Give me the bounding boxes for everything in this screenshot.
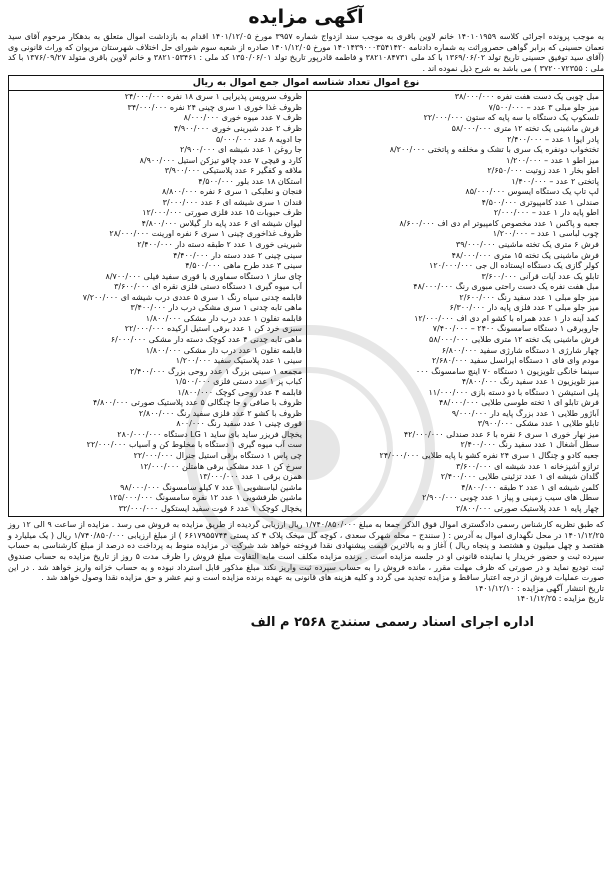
asset-item: چهار پایه ۱ عدد پلاستیک صورتی ۲/۸۰۰/۰۰۰ [455, 503, 599, 513]
asset-item: سینی ۳ عدد طرح ماهی ۴/۵۰۰/۰۰۰ [185, 261, 302, 271]
asset-item: فرش ماشینی یک تخته ۱۵ متری ۴۸/۰۰۰/۰۰۰ [451, 250, 599, 260]
asset-item: مودم وای فای ۱ دستگاه ایرانسل سفید ۲/۶۸۰/۰۰۰ [432, 356, 599, 366]
assets-table [8, 75, 604, 517]
asset-item: همزن برقی ۱ عدد ۱۳/۰۰۰/۰۰۰ [198, 472, 302, 482]
asset-item: میز جلو مبلی ۳ عدد – ۷/۵۰۰/۰۰۰ [488, 102, 599, 112]
issuer-signature: اداره اجرای اسناد رسمی سنندج ۲۵۶۸ م الف [250, 615, 534, 630]
auction-terms: که طبق نظریه کارشناس رسمی دادگستری اموال فوق الذکر جمعا به مبلغ ۱/۷۴۰/۸۵۰/۰۰۰ ریال ارزیابی گردیده از طریق مزایده به فروش می رسد . مزایده از ساعت ۹ الی ۱۲ روز ۱۴۰۱/۱۲/۲۵ در محل نگهداری اموال به آدرس : ( سنندج – محله شهرک سعدی ، کوچه گل میخک پلاک ۴ کد پستی ۶۶۱۷۹۵۵۷۴۴ ) از مبلغ ارزیابی ۱/۷۴۰/۸۵۰/۰۰۰ ریال ( یک میلیارد و هفتصد و چهل میلیون و هشتصد و پنجاه ریال ) آغاز و به بالاترین قیمت پیشنهادی نقدا فروخته خواهد شد شرکت در مزایده منوط به پرداخت ده درصد از مبلغ کارشناسی به حساب سپرده ثبت و حضور خریدار یا نماینده قانونی او در جلسه مزایده است . برنده مزایده مکلف است مابه التفاوت مبلغ فروش را ظرف مدت ۵ روز از تاریخ مزایده به حساب صندوق ثبت تودیع نماید و در صورتی که ظرف مهلت مقرر ، مانده فروش را به حساب سپرده ثبت واریز نکند مبلغ مذکور قابل استرداد نبوده و به حساب خزانه واریز خواهد شد . در این صورت عملیات فروش از درجه اعتبار ساقط و مزایده تجدید می گردد و کلیه هزینه های قانونی به عهده برنده مزایده است و نیم عشر و حق مزایده نقدا وصول خواهد شد . [8, 520, 604, 583]
asset-item: ترازو آشپزخانه ۱ عدد شیشه ای ۳/۶۰۰/۰۰۰ [456, 461, 599, 471]
asset-item: مبل چوبی یک دست هفت نفره ۳۸/۰۰۰/۰۰۰ [454, 92, 599, 102]
asset-item: پادر ایوا ۱ عدد – ۲/۴۰۰/۰۰۰ [507, 134, 599, 144]
assets-column-left [9, 91, 306, 516]
asset-item: ظرف حبوبات ۱۵ عدد فلزی صورتی ۱۲/۰۰۰/۰۰۰ [142, 208, 302, 218]
asset-item: ظرف ۷ عدد میوه خوری ۸/۰۰۰/۰۰۰ [183, 113, 302, 123]
asset-item: کلمن شیشه ای ۱ عدد ۲ طبقه ۴/۸۰۰/۰۰۰ [461, 482, 599, 492]
asset-item: اطو بخار ۱ عدد زوتیت ۲/۶۵۰/۰۰۰ [487, 166, 599, 176]
asset-item: چی پاس ۱ دستگاه برقی استیل جنرال ۲۲/۰۰۰/۰۰۰ [133, 450, 302, 460]
asset-item: ظرف ۲ عدد شیرینی خوری ۴/۹۰۰/۰۰۰ [173, 124, 302, 134]
asset-item: جا ادویه ۸ عدد ۵/۰۰۰/۰۰۰ [215, 134, 302, 144]
assets-columns [9, 91, 603, 516]
assets-table-heading: نوع اموال تعداد شناسه اموال جمع اموال به ریال [9, 76, 603, 91]
asset-item: ماهی تابه چدنی ۴ عدد کوچک دسته دار مشکی ۶/۰۰۰/۰۰۰ [110, 334, 302, 344]
asset-item: چوب لباسی ۱ عدد – ۱/۲۰۰/۰۰۰ [492, 229, 599, 239]
asset-item: کمد آینه دار ۱ عدد همراه با کشو ام دی اف ۱۲/۰۰۰/۰۰۰ [414, 313, 599, 323]
asset-item: کولر گازی یک دستگاه ایستاده ال جی ۱۲۰/۰۰۰/۰۰۰ [429, 261, 599, 271]
asset-item: سینما خانگی تلویزیون ۱ دستگاه ۷۰ اینچ سامسونگ ۰۰۰ [415, 366, 599, 376]
publish-date: تاریخ انتشار آگهی مزایده : ۱۴۰۱/۱۲/۱۰ [474, 583, 604, 593]
asset-item: سینی ۱ عدد پلاستیک سفید ۱/۲۰۰/۰۰۰ [175, 356, 302, 366]
asset-item: ماشین لباسشویی ۱ عدد ۷ کیلو سامسونگ ۹۸/۰۰۰/۰۰۰ [120, 482, 302, 492]
asset-item: لیوان شیشه ای ۶ عدد پایه دار گیلاس ۴/۸۰۰/۰۰۰ [141, 218, 302, 228]
asset-item: فرش تابلو ای ۱ تخته طوسی طلایی ۴۸/۰۰۰/۰۰۰ [438, 398, 599, 408]
assets-column-right [306, 91, 603, 516]
asset-item: تختخواب دونفره یک سری با تشک و مخلفه و پاتختی ۸/۲۰۰/۰۰۰ [389, 145, 599, 155]
asset-item: فرش ماشینی یک تخته ۱۲ متری ۵۸/۰۰۰/۰۰۰ [451, 124, 599, 134]
asset-item: سینی چینی ۲ عدد دسته دار ۴/۴۰۰/۰۰۰ [173, 250, 302, 260]
asset-item: قابلمه چدنی سیاه رنگ ۱ سری ۵ عددی درب شیشه ای ۷/۲۰۰/۰۰۰ [82, 292, 302, 302]
auction-date: تاریخ مزایده : ۱۴۰۱/۱۲/۲۵ [516, 594, 604, 604]
asset-item: قندان ۱ سری شیشه ای ۶ عدد ۳/۰۰۰/۰۰۰ [162, 197, 302, 207]
asset-item: تلسکوپ یک دستگاه با سه پایه که ستون ۲۲/۰۰۰/۰۰۰ [423, 113, 599, 123]
asset-item: ظروف غذا خوری ۱ سری چینی ۲۴ نفره ۳۴/۰۰۰/۰۰۰ [127, 102, 302, 112]
asset-item: صندلی ۱ عدد کامپیوتری ۴/۵۰۰/۰۰۰ [481, 197, 599, 207]
asset-item: ست آب میوه گیری ۱ دستگاه با مخلوط کن و آسیاب ۲۲/۰۰۰/۰۰۰ [86, 440, 302, 450]
asset-item: قابلمه ۴ عدد روحی کوچک ۱/۸۰۰/۰۰۰ [177, 387, 302, 397]
asset-item: فرش ماشینی یک تخته ۱۲ متری طلایی ۵۸/۰۰۰/۰۰۰ [429, 334, 599, 344]
asset-item: مجمعه ۱ سینی بزرگ ۱ عدد روحی بزرگ ۲/۴۰۰/۰۰۰ [129, 366, 302, 376]
asset-item: میز جلو مبلی ۲ عدد فلزی پایه دار ۶/۳۰۰/۰۰۰ [449, 303, 599, 313]
asset-item: چای ساز ۱ دستگاه سماوری با قوری سفید فیلی ۸/۷۰۰/۰۰۰ [105, 271, 302, 281]
asset-item: کارد و قیچی ۷ عدد چاقو تیزکن استیل ۸/۹۰۰/۰۰۰ [139, 155, 302, 165]
asset-item: تابلو طلایی ۱ عدد مشکی ۳/۹۰۰/۰۰۰ [477, 419, 599, 429]
asset-item: جاروبرقی ۱ دستگاه سامسونگ ۲۴۰۰ – ۷/۴۰۰/۰۰۰ [432, 324, 599, 334]
asset-item: ملاقه و کفگیر ۶ عدد پلاستیکی ۳/۹۰۰/۰۰۰ [164, 166, 302, 176]
asset-item: سبزی خرد کن ۱ عدد برقی استیل ارکیده ۲۲/۰۰۰/۰۰۰ [124, 324, 302, 334]
asset-item: قابلمه تفلون ۱ عدد درب دار مشکی ۱/۸۰۰/۰۰۰ [145, 313, 302, 323]
asset-item: جعبه کادو و چنگال ۱ سری ۲۴ نفره کشو با پایه طلایی ۲۴/۰۰۰/۰۰۰ [379, 450, 599, 460]
asset-item: استکان ۱۸ عدد بلور ۴/۵۰۰/۰۰۰ [198, 176, 302, 186]
asset-item: گلدان شیشه ای ۱ عدد تزئینی طلایی ۲/۴۰۰/۰۰۰ [440, 472, 599, 482]
intro-paragraph: به موجب پرونده اجرائی کلاسه ۱۴۰۱۰۱۹۵۹ خانم لاوین باقری به موجب سند ازدواج شماره ۳۹۵۷ مورخ ۱۴۰۱/۱۲/۰۵ اقدام به بازداشت اموال متعلق به بدهکار مرحوم آقای سید نعمان حسینی که برابر گواهی حصروراثت به شماره دادنامه ۱۴۰۱۴۳۹۰۰۰۳۵۴۱۴۲۰ مورخ ۱۴۰۱/۱۲/۰۵ صادره از شعبه سوم شورای حل اختلاف شهرستان مریوان که وراث قانونی وی (آقای سید توفیق حسینی تاریخ تولد ۱۳۶۹/۰۶/۰۲ با کد ملی ۳۸۲۱۰۸۴۷۳۱ و فاطمه قادرپور تاریخ تولد ۱۳۵۰/۰۶/۰۱ کد ملی : ۳۸۲۱۰۵۳۴۶۱ و خانم لاوین باقری متولد ۱۳۷۶/۰۹/۲۷ با کد ملی : ۳۷۲۰۰۷۲۳۵۵ ) می باشد به شرح ذیل نموده اند . [8, 32, 605, 73]
asset-item: مبل هفت نفره یک دست راحتی مبوری رنگ ۴۸/۰۰۰/۰۰۰ [413, 282, 599, 292]
asset-item: سطل آشغال ۱ عدد سفید رنگ ۲/۴۰۰/۰۰۰ [460, 440, 599, 450]
asset-item: ظروف با کشو ۲ عدد فلزی سفید رنگ ۲/۸۰۰/۰۰۰ [138, 408, 302, 418]
asset-item: یخچال کوچک ۱ عدد ۶ فوت سفید ایستکول ۳۲/۰۰۰/۰۰۰ [118, 503, 302, 513]
asset-item: تابلو یک عدد آیات قرآنی ۳/۶۰۰/۰۰۰ [481, 271, 599, 281]
asset-item: فرش ۶ متری یک تخته ماشینی ۳۹/۰۰۰/۰۰۰ [455, 240, 599, 250]
asset-item: ظروف سرویس پذیرایی ۱ سری ۱۸ نفره ۲۴/۰۰۰/۰۰۰ [124, 92, 302, 102]
notice-title: آگهی مزایده [248, 6, 364, 28]
asset-item: ظروف غذاخوری چینی ۱ سری ۶ نفره اورینت ۲۸/۰۰۰/۰۰۰ [109, 229, 302, 239]
asset-item: جعبه و پاکس ۱ عدد مخصوص کامپیوتر ام دی اف ۸/۶۰۰/۰۰۰ [399, 218, 599, 228]
asset-item: کباب پز ۱ عدد دستی فلزی ۱/۵۰۰/۰۰۰ [175, 377, 302, 387]
dates-block [8, 584, 604, 605]
asset-item: پلی استیشن ۱ دستگاه با دو دسته بازی ۱۱/۰۰۰/۰۰۰ [428, 387, 599, 397]
asset-item: شیرینی خوری ۱ عدد ۲ طبقه دسته دار ۲/۴۰۰/۰۰۰ [137, 240, 302, 250]
asset-item: میز تلویزیون ۱ عدد سفید رنگ ۴/۸۰۰/۰۰۰ [461, 377, 599, 387]
asset-item: پاتختی ۲ عدد – ۱/۴۰۰/۰۰۰ [511, 176, 599, 186]
asset-item: آب میوه گیری ۱ دستگاه دستی فلزی نقره ای ۳/۶۰۰/۰۰۰ [114, 282, 302, 292]
asset-item: میز جلو مبلی ۱ عدد سفید رنگ ۲/۶۰۰/۰۰۰ [459, 292, 599, 302]
asset-item: ظروف با صافی و جا چنگالی ۵ عدد پلاستیک صورتی ۴/۸۰۰/۰۰۰ [92, 398, 302, 408]
asset-item: قوری چینی ۱ عدد سفید رنگ ۸۰۰/۰۰۰ [176, 419, 302, 429]
asset-item: یخچال فریزر ساید بای ساید LG ۱ دستگاه ۲۸۰/۰۰۰/۰۰۰ [117, 429, 302, 439]
asset-item: جا روغن ۱ عدد شیشه ای ۲/۹۰۰/۰۰۰ [180, 145, 302, 155]
asset-item: فنجان و نعلبکی ۱ سری ۶ نفره ۸/۸۰۰/۰۰۰ [162, 187, 302, 197]
asset-item: چهار شارژی ۱ دستگاه شارژی سفید ۶/۸۰۰/۰۰۰ [441, 345, 599, 355]
asset-item: لپ تاپ یک دستگاه ایسوس ۸۵/۰۰۰/۰۰۰ [465, 187, 599, 197]
asset-item: سطل های سیب زمینی و پیاز ۱ عدد چوبی ۲/۹۰۰/۰۰۰ [422, 493, 599, 503]
asset-item: سرخ کن ۱ عدد مشکی برقی هامتلن ۱۲/۰۰۰/۰۰۰ [139, 461, 302, 471]
asset-item: میز نهار خوری ۱ سری ۶ نفره با ۶ عدد صندلی ۴۲/۰۰۰/۰۰۰ [403, 429, 599, 439]
asset-item: قابلمه تفلون ۱ عدد درب دار مشکی ۱/۸۰۰/۰۰۰ [145, 345, 302, 355]
asset-item: ماشین ظرفشویی ۱ عدد ۱۲ نفره سامسونگ ۱۲۵/۰۰۰/۰۰۰ [109, 493, 302, 503]
asset-item: میز اطو ۱ عدد – ۱/۲۰۰/۰۰۰ [506, 155, 599, 165]
asset-item: آباژور طلایی ۱ عدد بزرگ پایه دار ۹/۰۰۰/۰۰۰ [451, 408, 599, 418]
asset-item: اطو پایه دار ۱ عدد – ۲/۰۰۰/۰۰۰ [493, 208, 599, 218]
asset-item: ماهی تابه چدنی ۱ سری مشکی درب دار ۳/۴۰۰/۰۰۰ [130, 303, 302, 313]
